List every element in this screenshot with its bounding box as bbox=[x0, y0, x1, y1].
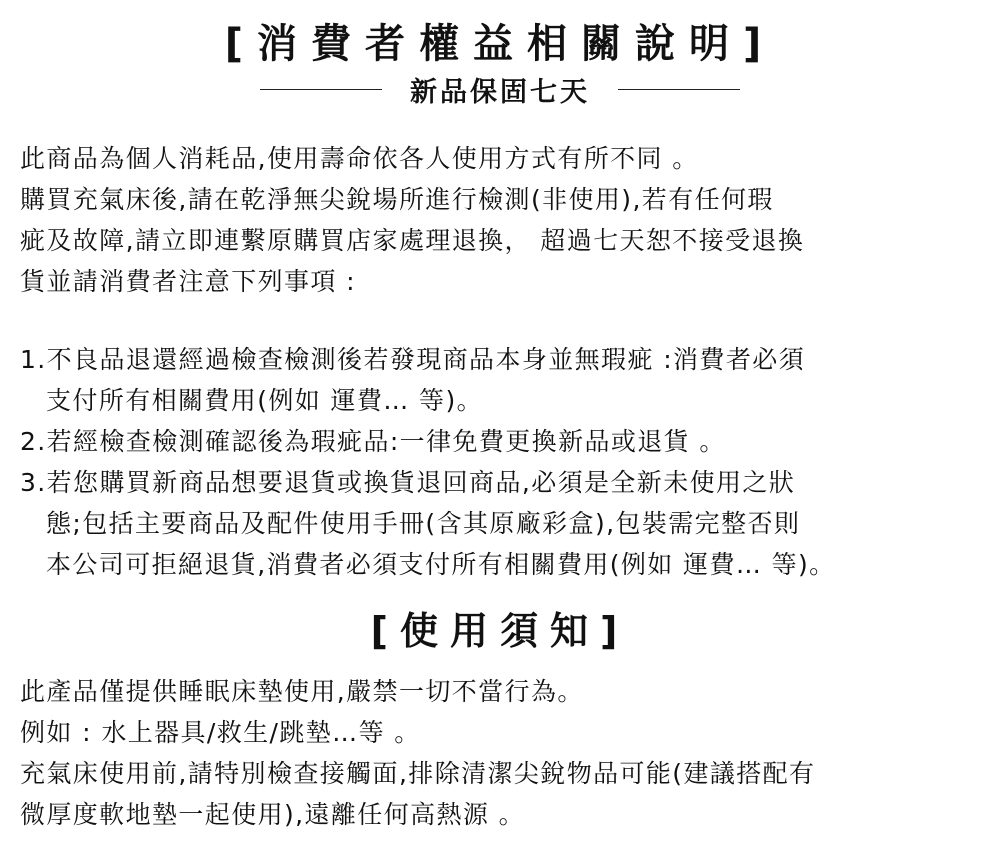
usage-line: 此產品僅提供睡眠床墊使用,嚴禁一切不當行為。 bbox=[20, 677, 584, 706]
usage-title: [使用須知] bbox=[370, 609, 630, 653]
list-item-line: 2.若經檢查檢測確認後為瑕疵品:一律免費更換新品或退貨 。 bbox=[20, 427, 726, 456]
usage-line: 微厚度軟地墊一起使用),遠離任何高熱源 。 bbox=[20, 800, 526, 829]
list-item-1 bbox=[20, 339, 805, 421]
list-item-2 bbox=[20, 421, 726, 462]
right-divider bbox=[618, 89, 740, 90]
page-title: [消費者權益相關說明] bbox=[224, 21, 776, 67]
list-item-line: 支付所有相關費用(例如 運費… 等)。 bbox=[46, 386, 484, 415]
usage-line: 充氣床使用前,請特別檢查接觸面,排除清潔尖銳物品可能(建議搭配有 bbox=[20, 759, 816, 788]
subtitle: 新品保固七天 bbox=[410, 76, 590, 108]
intro-line: 貨並請消費者注意下列事項 : bbox=[20, 267, 356, 296]
list-item-line: 3.若您購買新商品想要退貨或換貨退回商品,必須是全新未使用之狀 bbox=[20, 468, 796, 497]
intro-line: 購買充氣床後,請在乾淨無尖銳場所進行檢測(非使用),若有任何瑕 bbox=[20, 185, 774, 214]
usage-line: 例如 : 水上器具/救生/跳墊…等 。 bbox=[20, 718, 421, 747]
list-item-3 bbox=[20, 462, 836, 585]
intro-paragraph bbox=[20, 138, 804, 302]
list-item-line: 1.不良品退還經過檢查檢測後若發現商品本身並無瑕疵 :消費者必須 bbox=[20, 345, 806, 374]
list-item-line: 態;包括主要商品及配件使用手冊(含其原廠彩盒),包裝需完整否則 bbox=[46, 509, 801, 538]
left-divider bbox=[260, 89, 382, 90]
intro-line: 此商品為個人消耗品,使用壽命依各人使用方式有所不同 。 bbox=[20, 144, 699, 173]
usage-paragraph bbox=[20, 671, 815, 835]
intro-line: 疵及故障,請立即連繫原購買店家處理退換， 超過七天恕不接受退換 bbox=[20, 226, 805, 255]
list-item-line: 本公司可拒絕退貨,消費者必須支付所有相關費用(例如 運費… 等)。 bbox=[46, 550, 836, 579]
subtitle-row bbox=[0, 66, 1000, 112]
